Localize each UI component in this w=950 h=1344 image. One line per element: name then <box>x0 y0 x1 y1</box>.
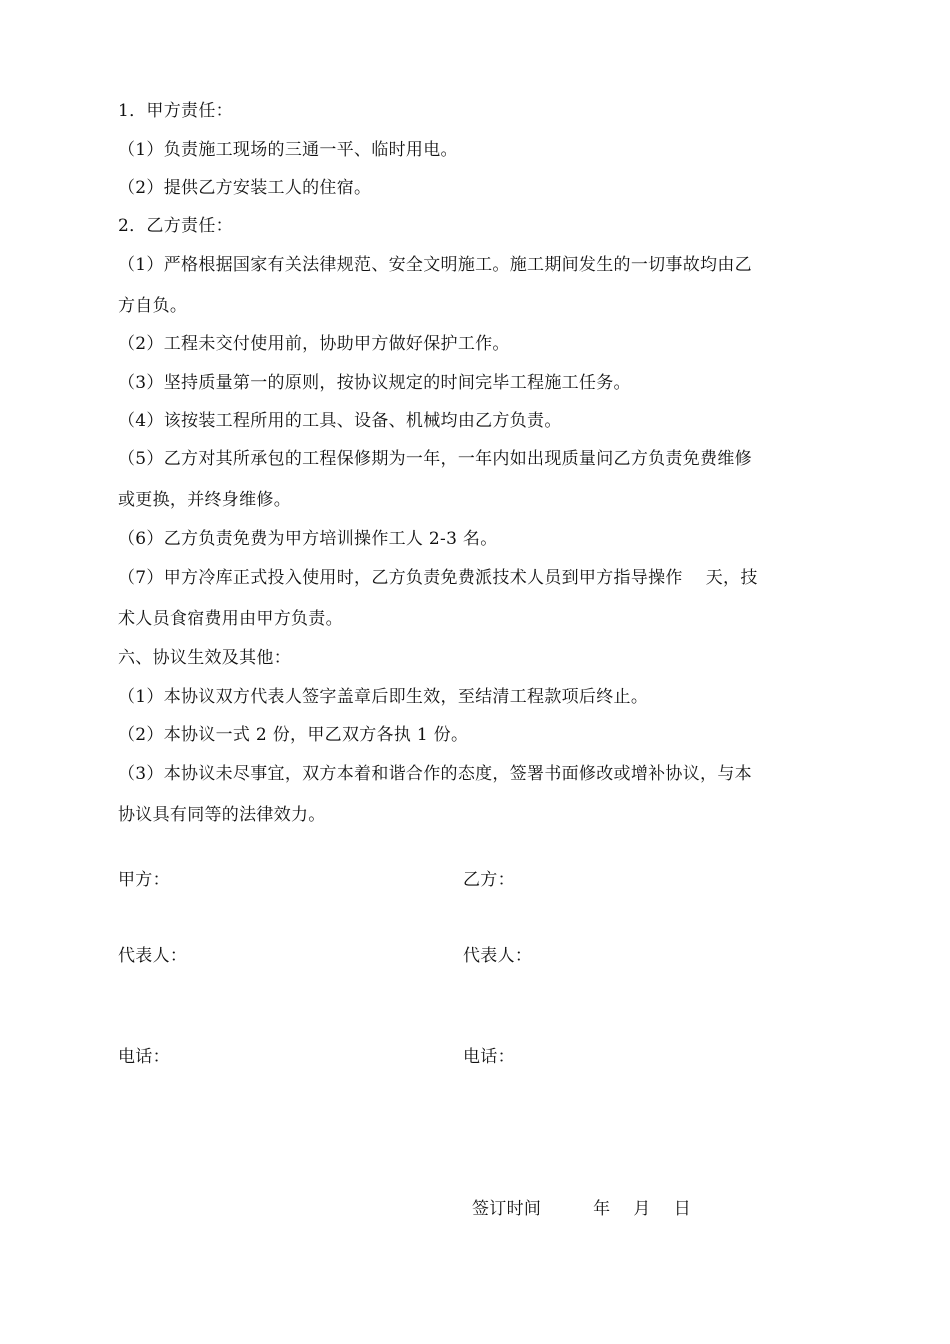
section-party-a-heading: 1．甲方责任： <box>118 101 233 121</box>
signing-date-line: 签订时间 年 月 日 <box>472 1199 692 1219</box>
party-a-item-1: （1）负责施工现场的三通一平、临时用电。 <box>118 140 458 160</box>
party-b-item-2: （2）工程未交付使用前，协助甲方做好保护工作。 <box>118 334 510 354</box>
party-b-item-1-line-1: （1）严格根据国家有关法律规范、安全文明施工。施工期间发生的一切事故均由乙 <box>118 255 752 275</box>
party-b-label: 乙方： <box>463 870 515 890</box>
effectiveness-item-3-line-1: （3）本协议未尽事宜，双方本着和谐合作的态度，签署书面修改或增补协议，与本 <box>118 764 752 784</box>
party-b-phone-label: 电话： <box>463 1047 515 1067</box>
party-b-item-1-line-2: 方自负。 <box>118 296 188 316</box>
section-effectiveness-heading: 六、协议生效及其他： <box>118 648 291 668</box>
party-b-representative-label: 代表人： <box>463 946 533 966</box>
party-a-representative-label: 代表人： <box>118 946 188 966</box>
section-party-b-heading: 2．乙方责任： <box>118 216 233 236</box>
effectiveness-item-1: （1）本协议双方代表人签字盖章后即生效，至结清工程款项后终止。 <box>118 687 649 707</box>
party-b-item-7-line-1: （7）甲方冷库正式投入使用时，乙方负责免费派技术人员到甲方指导操作 天，技 <box>118 568 758 588</box>
party-b-item-7-line-2: 术人员食宿费用由甲方负责。 <box>118 609 343 629</box>
party-a-phone-label: 电话： <box>118 1047 170 1067</box>
effectiveness-item-3-line-2: 协议具有同等的法律效力。 <box>118 805 326 825</box>
party-b-item-3: （3）坚持质量第一的原则，按协议规定的时间完毕工程施工任务。 <box>118 373 631 393</box>
party-b-item-4: （4）该按装工程所用的工具、设备、机械均由乙方负责。 <box>118 411 562 431</box>
party-b-item-5-line-2: 或更换，并终身维修。 <box>118 490 291 510</box>
party-b-item-5-line-1: （5）乙方对其所承包的工程保修期为一年，一年内如出现质量问乙方负责免费维修 <box>118 449 752 469</box>
effectiveness-item-2: （2）本协议一式 2 份，甲乙双方各执 1 份。 <box>118 725 469 745</box>
party-b-item-6: （6）乙方负责免费为甲方培训操作工人 2-3 名。 <box>118 529 498 549</box>
party-a-item-2: （2）提供乙方安装工人的住宿。 <box>118 178 372 198</box>
party-a-label: 甲方： <box>118 870 170 890</box>
